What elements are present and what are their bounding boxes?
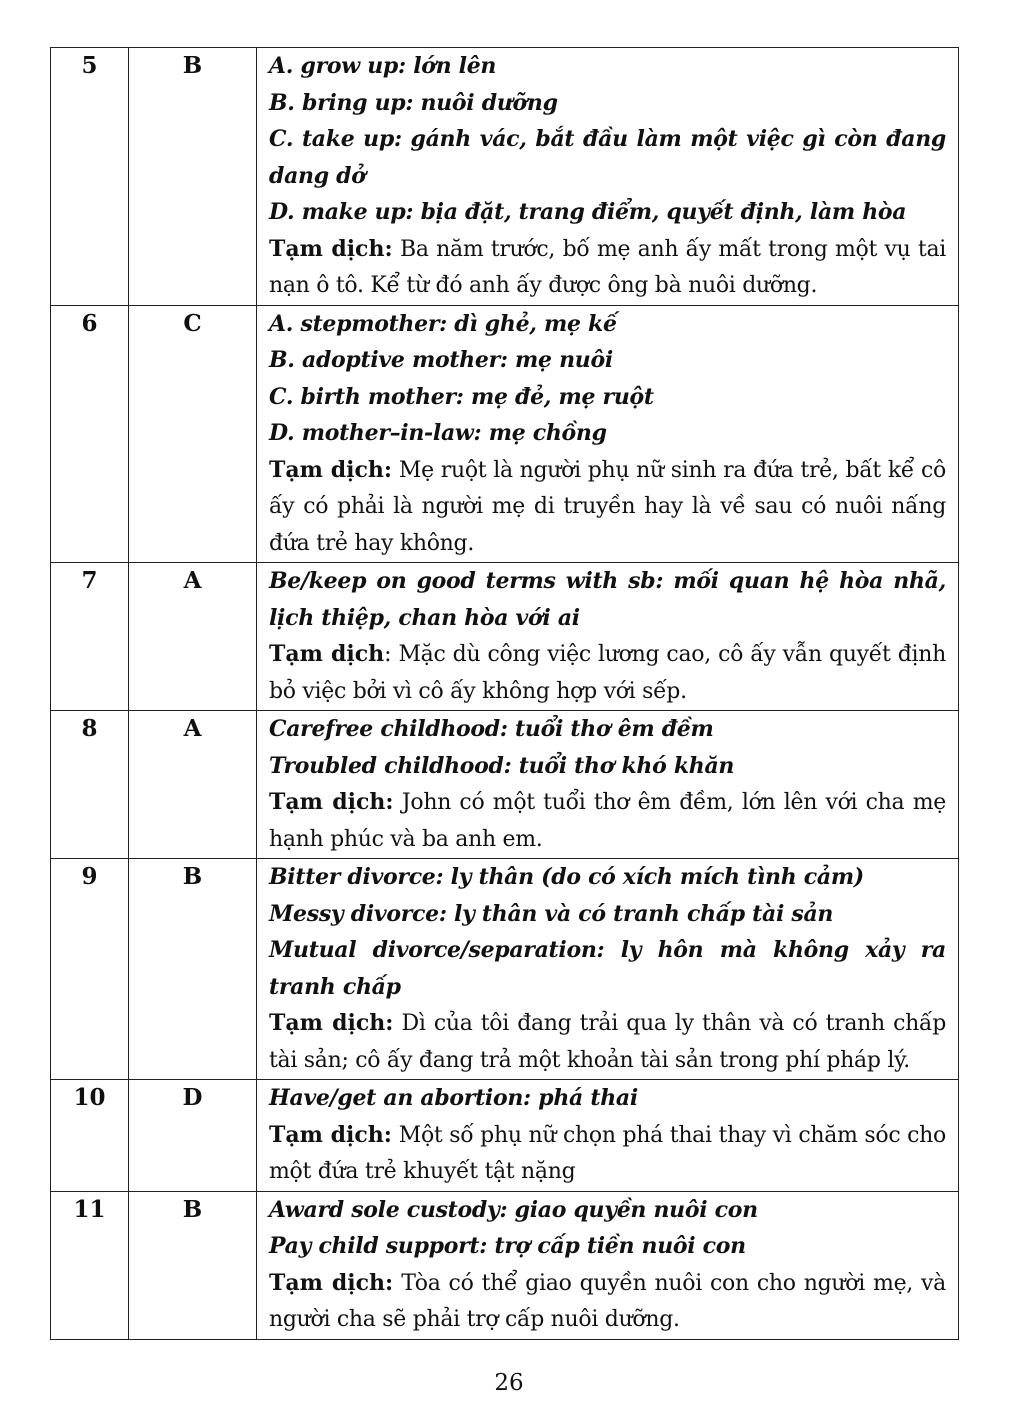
vocabulary-option: A. grow up: lớn lên (269, 53, 497, 79)
explanation-cell (257, 859, 959, 1080)
table-row (51, 859, 959, 1080)
table-row (51, 711, 959, 859)
translation (269, 1005, 946, 1079)
answer-table (50, 47, 959, 1340)
vocabulary-option: Troubled childhood: tuổi thơ khó khăn (269, 752, 735, 779)
answer-key: D (129, 1080, 257, 1192)
translation-label: Tạm dịch: (269, 789, 394, 815)
vocabulary-option: Bitter divorce: ly thân (do có xích mích tình cảm) (269, 864, 864, 890)
explanation-cell (257, 1191, 959, 1339)
translation-text: Tòa có thể giao quyền nuôi con cho người mẹ, và người cha sẽ phải trợ cấp nuôi dưỡng. (269, 1270, 946, 1332)
answer-table-body (51, 48, 959, 1340)
vocabulary-option: D. mother–in-law: mẹ chồng (269, 420, 607, 446)
answer-key: B (129, 48, 257, 306)
translation (269, 784, 946, 858)
table-row (51, 305, 959, 563)
question-number: 9 (51, 859, 129, 1080)
translation (269, 1265, 946, 1339)
explanation-cell (257, 48, 959, 306)
translation-text: : Mặc dù công việc lương cao, cô ấy vẫn quyết định bỏ việc bởi vì cô ấy không hợp với sếp. (269, 642, 946, 704)
vocabulary-option: B. adoptive mother: mẹ nuôi (269, 347, 613, 373)
explanation-cell (257, 1080, 959, 1192)
vocabulary-option: D. make up: bịa đặt, trang điểm, quyết định, làm hòa (269, 199, 907, 225)
translation-label: Tạm dịch (269, 641, 385, 667)
vocabulary-option: Carefree childhood: tuổi thơ êm đềm (269, 716, 714, 742)
vocabulary-option: C. birth mother: mẹ đẻ, mẹ ruột (269, 383, 654, 410)
vocabulary-option: A. stepmother: dì ghẻ, mẹ kế (269, 310, 617, 337)
vocabulary-option: Messy divorce: ly thân và có tranh chấp tài sản (269, 900, 834, 927)
vocabulary-option: Be/keep on good terms with sb: mối quan hệ hòa nhã, lịch thiệp, chan hòa với ai (269, 568, 946, 631)
answer-key: B (129, 859, 257, 1080)
translation-text: Dì của tôi đang trải qua ly thân và có tranh chấp tài sản; cô ấy đang trả một khoản tài sản trong phí pháp lý. (269, 1011, 946, 1073)
page-number: 26 (494, 1370, 524, 1396)
answer-key: A (129, 711, 257, 859)
answer-key: C (129, 305, 257, 563)
translation-text: John có một tuổi thơ êm đềm, lớn lên với cha mẹ hạnh phúc và ba anh em. (269, 790, 946, 852)
translation-label: Tạm dịch: (269, 1010, 394, 1036)
question-number: 10 (51, 1080, 129, 1192)
answer-key: B (129, 1191, 257, 1339)
explanation-cell (257, 711, 959, 859)
vocabulary-option: Mutual divorce/separation: ly hôn mà không xảy ra tranh chấp (269, 937, 946, 1000)
table-row (51, 1080, 959, 1192)
translation-label: Tạm dịch: (269, 1121, 392, 1148)
translation-text: Một số phụ nữ chọn phá thai thay vì chăm sóc cho một đứa trẻ khuyết tật nặng (269, 1122, 946, 1184)
vocabulary-option: Have/get an abortion: phá thai (269, 1085, 638, 1111)
translation (269, 1117, 946, 1191)
table-row (51, 1191, 959, 1339)
vocabulary-option: Pay child support: trợ cấp tiền nuôi con (269, 1233, 746, 1259)
translation-text: Mẹ ruột là người phụ nữ sinh ra đứa trẻ, bất kể cô ấy có phải là người mẹ di truyền hay là về sau có nuôi nấng đứa trẻ hay không. (269, 457, 946, 556)
question-number: 11 (51, 1191, 129, 1339)
translation-label: Tạm dịch: (269, 1269, 394, 1296)
question-number: 8 (51, 711, 129, 859)
answer-key: A (129, 563, 257, 711)
translation (269, 231, 946, 305)
vocabulary-option: B. bring up: nuôi dưỡng (269, 89, 558, 116)
translation (269, 636, 946, 710)
vocabulary-option: Award sole custody: giao quyền nuôi con (269, 1196, 758, 1223)
explanation-cell (257, 305, 959, 563)
translation-text: Ba năm trước, bố mẹ anh ấy mất trong một vụ tai nạn ô tô. Kể từ đó anh ấy được ông bà nuôi dưỡng. (269, 236, 946, 298)
translation (269, 452, 946, 563)
question-number: 7 (51, 563, 129, 711)
table-row (51, 563, 959, 711)
table-row (51, 48, 959, 306)
question-number: 5 (51, 48, 129, 306)
translation-label: Tạm dịch: (269, 235, 393, 262)
vocabulary-option: C. take up: gánh vác, bắt đầu làm một việc gì còn đang dang dở (269, 126, 946, 189)
explanation-cell (257, 563, 959, 711)
translation-label: Tạm dịch: (269, 456, 393, 483)
question-number: 6 (51, 305, 129, 563)
